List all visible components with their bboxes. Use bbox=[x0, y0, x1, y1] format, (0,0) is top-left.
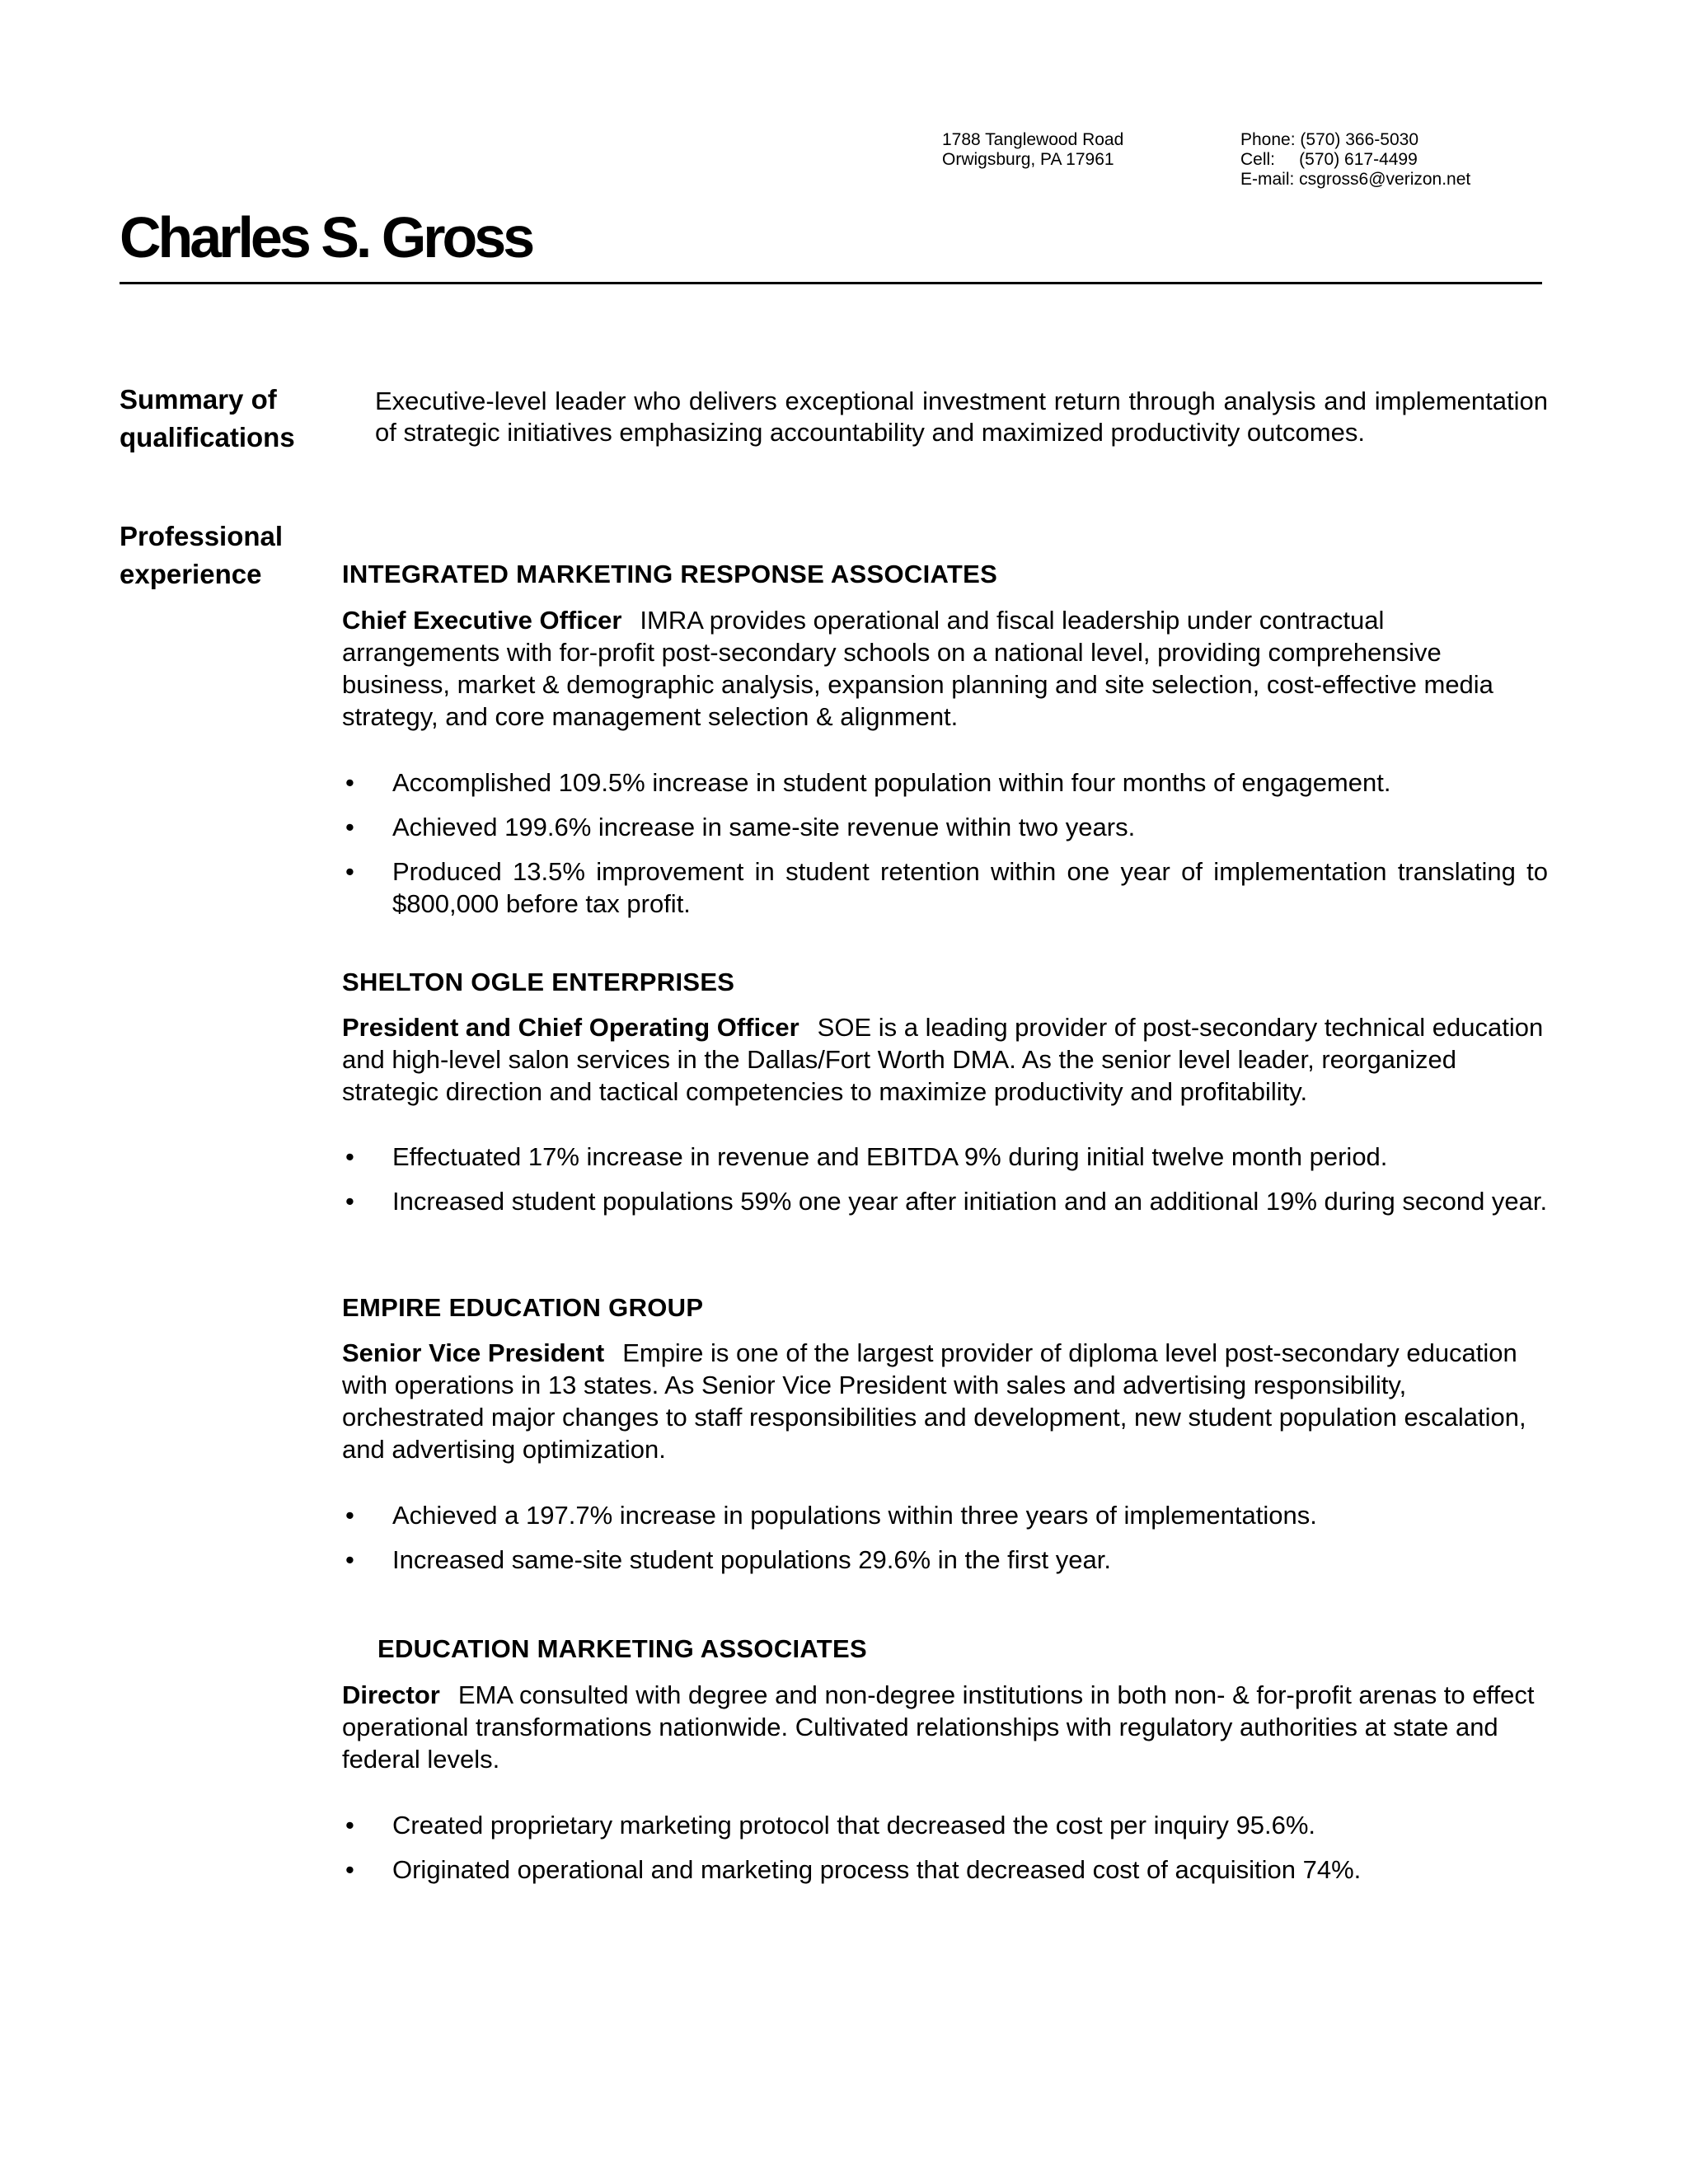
job-company: INTEGRATED MARKETING RESPONSE ASSOCIATES bbox=[342, 560, 998, 588]
contact-cell: Cell: (570) 617-4499 bbox=[1240, 150, 1418, 169]
bullet-icon: • bbox=[345, 768, 354, 797]
contact-block bbox=[1240, 130, 1470, 190]
job-achievements bbox=[342, 1809, 1548, 1898]
experience-label-line-2: experience bbox=[120, 559, 262, 589]
job-achievements bbox=[342, 1499, 1548, 1588]
achievement-item: • Increased same-site student populations 29.6% in the first year. bbox=[345, 1545, 1111, 1574]
achievement-item: • Achieved a 197.7% increase in populations within three years of implementations. bbox=[345, 1501, 1317, 1530]
summary-text: Executive-level leader who delivers exceptional investment return through analysis and implementation of strategic initiatives emphasizing accountability and maximized productivity outcomes. bbox=[375, 387, 1548, 447]
contact-email: E-mail: csgross6@verizon.net bbox=[1240, 170, 1471, 189]
job-company: SHELTON OGLE ENTERPRISES bbox=[342, 968, 735, 996]
achievement-item: • Achieved 199.6% increase in same-site revenue within two years. bbox=[345, 813, 1136, 841]
address-block bbox=[942, 130, 1123, 170]
job-description: SOE is a leading provider of post-secondary technical education and high-level salon services in the Dallas/Fort Worth DMA. As the senior level leader, reorganized strategic direction and tactical competencies to maximize productivity and profitability. bbox=[342, 1013, 1544, 1106]
achievement-item: • Originated operational and marketing process that decreased cost of acquisition 74%. bbox=[345, 1855, 1362, 1884]
job-role-description bbox=[342, 1337, 1545, 1465]
summary-label-line-2: qualifications bbox=[120, 422, 295, 452]
bullet-icon: • bbox=[345, 1545, 354, 1574]
achievement-item: • Accomplished 109.5% increase in student population within four months of engagement. bbox=[345, 768, 1391, 797]
job-title: Chief Executive Officer bbox=[342, 606, 622, 635]
bullet-icon: • bbox=[345, 813, 354, 841]
achievement-item: • Created proprietary marketing protocol that decreased the cost per inquiry 95.6%. bbox=[345, 1811, 1316, 1840]
job-role-description bbox=[342, 1679, 1545, 1775]
address-line-city: Orwigsburg, PA 17961 bbox=[942, 150, 1114, 169]
header-divider bbox=[120, 282, 1542, 284]
achievement-item: • Produced 13.5% improvement in student retention within one year of implementation translating to $800,000 before tax profit. bbox=[345, 857, 1548, 918]
bullet-icon: • bbox=[345, 1855, 354, 1884]
job-description: EMA consulted with degree and non-degree institutions in both non- & for-profit arenas to effect operational transformations nationwide. Cultivated relationships with regulatory authorities at state and federal levels. bbox=[342, 1680, 1535, 1774]
bullet-icon: • bbox=[345, 857, 354, 886]
contact-phone: Phone: (570) 366-5030 bbox=[1240, 130, 1418, 149]
job-title: Director bbox=[342, 1680, 440, 1709]
job-title: President and Chief Operating Officer bbox=[342, 1013, 799, 1042]
job-description: IMRA provides operational and fiscal leadership under contractual arrangements with for-profit post-secondary schools on a national level, providing comprehensive business, market & demographic analysis, expansion planning and site selection, cost-effective media strategy, and core management selection & alignment. bbox=[342, 606, 1493, 731]
experience-label bbox=[120, 518, 283, 593]
candidate-name: Charles S. Gross bbox=[120, 205, 532, 269]
bullet-icon: • bbox=[345, 1187, 354, 1216]
job-company: EMPIRE EDUCATION GROUP bbox=[342, 1293, 704, 1322]
summary-label-line-1: Summary of bbox=[120, 384, 277, 415]
job-description: Empire is one of the largest provider of diploma level post-secondary education with operations in 13 states. As Senior Vice President with sales and advertising responsibility, orchestrated major changes to staff responsibilities and development, new student population escalation, and advertising optimization. bbox=[342, 1338, 1526, 1464]
experience-label-line-1: Professional bbox=[120, 521, 284, 551]
bullet-icon: • bbox=[345, 1811, 354, 1840]
bullet-icon: • bbox=[345, 1142, 354, 1171]
address-line-street: 1788 Tanglewood Road bbox=[942, 130, 1124, 149]
job-role-description bbox=[342, 604, 1545, 733]
bullet-icon: • bbox=[345, 1501, 354, 1530]
job-company: EDUCATION MARKETING ASSOCIATES bbox=[377, 1634, 867, 1663]
achievement-item: • Increased student populations 59% one year after initiation and an additional 19% during second year. bbox=[345, 1187, 1548, 1216]
job-achievements bbox=[342, 766, 1548, 932]
achievement-item: • Effectuated 17% increase in revenue and EBITDA 9% during initial twelve month period. bbox=[345, 1142, 1388, 1171]
job-role-description bbox=[342, 1011, 1545, 1108]
job-achievements bbox=[342, 1141, 1548, 1230]
summary-label bbox=[120, 381, 295, 457]
job-title: Senior Vice President bbox=[342, 1338, 605, 1367]
